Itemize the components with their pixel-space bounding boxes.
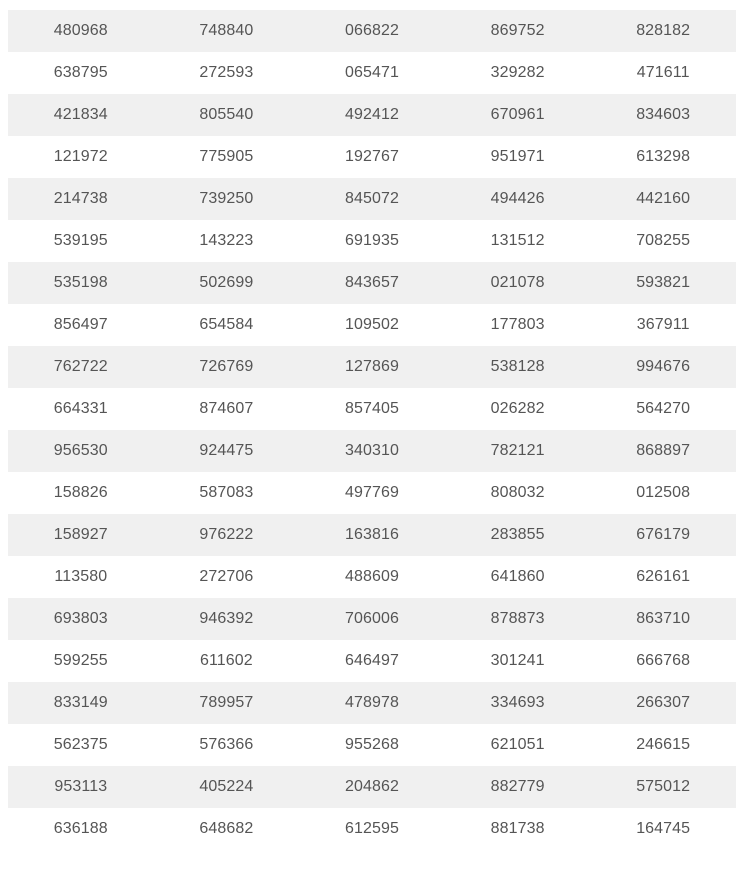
table-row (8, 640, 736, 682)
table-cell: 863710 (636, 610, 691, 627)
table-cell: 691935 (344, 232, 399, 249)
table-cell: 636188 (53, 820, 108, 837)
table-cell: 488609 (344, 568, 399, 585)
table-cell: 471611 (636, 64, 690, 81)
table-cell: 502699 (199, 274, 254, 291)
table-cell: 626161 (636, 568, 691, 585)
table-row (8, 430, 736, 472)
table-cell: 808032 (490, 484, 545, 501)
table-cell: 065471 (344, 64, 399, 81)
table-cell: 283855 (490, 526, 545, 543)
table-row (8, 556, 736, 598)
number-table-container (8, 10, 736, 850)
table-cell: 405224 (199, 778, 254, 795)
table-cell: 575012 (636, 778, 691, 795)
table-cell: 946392 (199, 610, 254, 627)
table-cell: 868897 (636, 442, 691, 459)
table-cell: 666768 (636, 652, 691, 669)
table-cell: 670961 (490, 106, 545, 123)
table-cell: 638795 (53, 64, 108, 81)
table-cell: 843657 (344, 274, 399, 291)
table-cell: 956530 (53, 442, 108, 459)
table-cell: 955268 (344, 736, 399, 753)
table-cell: 204862 (344, 778, 399, 795)
table-cell: 329282 (490, 64, 545, 81)
table-cell: 874607 (199, 400, 254, 417)
table-cell: 127869 (344, 358, 399, 375)
table-cell: 192767 (344, 148, 399, 165)
table-cell: 109502 (344, 316, 399, 333)
table-row (8, 94, 736, 136)
table-cell: 882779 (490, 778, 545, 795)
table-cell: 789957 (199, 694, 254, 711)
table-row (8, 304, 736, 346)
table-row (8, 346, 736, 388)
table-row (8, 598, 736, 640)
table-cell: 562375 (53, 736, 108, 753)
table-cell: 834603 (636, 106, 691, 123)
table-cell: 845072 (344, 190, 399, 207)
table-cell: 693803 (53, 610, 108, 627)
table-cell: 748840 (199, 22, 254, 39)
table-cell: 272593 (199, 64, 254, 81)
table-cell: 587083 (199, 484, 254, 501)
table-row (8, 724, 736, 766)
table-row (8, 52, 736, 94)
table-cell: 564270 (636, 400, 691, 417)
table-row (8, 472, 736, 514)
table-body (8, 10, 736, 850)
table-row (8, 514, 736, 556)
table-cell: 246615 (636, 736, 691, 753)
table-row (8, 262, 736, 304)
table-row (8, 388, 736, 430)
table-cell: 576366 (199, 736, 254, 753)
table-row (8, 10, 736, 52)
table-cell: 121972 (53, 148, 108, 165)
table-cell: 739250 (199, 190, 254, 207)
table-cell: 480968 (53, 22, 108, 39)
table-row (8, 808, 736, 850)
table-cell: 612595 (344, 820, 399, 837)
table-cell: 538128 (490, 358, 545, 375)
table-cell: 497769 (344, 484, 399, 501)
table-cell: 676179 (636, 526, 691, 543)
table-cell: 828182 (636, 22, 691, 39)
table-cell: 976222 (199, 526, 254, 543)
table-cell: 214738 (53, 190, 108, 207)
table-cell: 775905 (199, 148, 254, 165)
table-cell: 805540 (199, 106, 254, 123)
table-cell: 953113 (54, 778, 108, 795)
table-cell: 857405 (344, 400, 399, 417)
table-cell: 878873 (490, 610, 545, 627)
table-cell: 881738 (490, 820, 545, 837)
table-cell: 177803 (490, 316, 545, 333)
table-cell: 621051 (490, 736, 545, 753)
table-cell: 539195 (53, 232, 108, 249)
table-cell: 163816 (344, 526, 399, 543)
table-cell: 599255 (53, 652, 108, 669)
table-cell: 066822 (344, 22, 399, 39)
table-cell: 301241 (490, 652, 545, 669)
table-cell: 782121 (490, 442, 545, 459)
table-cell: 494426 (490, 190, 545, 207)
table-cell: 334693 (490, 694, 545, 711)
table-cell: 611602 (199, 652, 253, 669)
table-cell: 706006 (344, 610, 399, 627)
table-cell: 158826 (53, 484, 108, 501)
table-cell: 012508 (636, 484, 691, 501)
table-row (8, 682, 736, 724)
table-cell: 021078 (490, 274, 545, 291)
table-cell: 478978 (344, 694, 399, 711)
table-cell: 646497 (344, 652, 399, 669)
table-cell: 708255 (636, 232, 691, 249)
table-row (8, 178, 736, 220)
table-cell: 994676 (636, 358, 691, 375)
table-cell: 026282 (490, 400, 545, 417)
table-cell: 951971 (490, 148, 545, 165)
table-cell: 664331 (53, 400, 108, 417)
number-table (8, 10, 736, 850)
table-cell: 421834 (53, 106, 108, 123)
table-cell: 143223 (199, 232, 254, 249)
table-cell: 593821 (636, 274, 691, 291)
table-cell: 654584 (199, 316, 254, 333)
table-cell: 924475 (199, 442, 254, 459)
table-row (8, 136, 736, 178)
table-cell: 613298 (636, 148, 691, 165)
table-cell: 266307 (636, 694, 691, 711)
table-cell: 367911 (636, 316, 690, 333)
table-row (8, 220, 736, 262)
table-cell: 869752 (490, 22, 545, 39)
table-cell: 131512 (490, 232, 545, 249)
table-cell: 641860 (490, 568, 545, 585)
table-cell: 113580 (54, 568, 108, 585)
table-row (8, 766, 736, 808)
table-cell: 856497 (53, 316, 108, 333)
table-cell: 833149 (53, 694, 108, 711)
table-cell: 648682 (199, 820, 254, 837)
table-cell: 340310 (344, 442, 399, 459)
table-cell: 442160 (636, 190, 691, 207)
table-cell: 535198 (53, 274, 108, 291)
table-cell: 726769 (199, 358, 254, 375)
table-cell: 492412 (344, 106, 399, 123)
table-cell: 272706 (199, 568, 254, 585)
table-cell: 158927 (53, 526, 108, 543)
table-cell: 762722 (53, 358, 108, 375)
table-cell: 164745 (636, 820, 691, 837)
